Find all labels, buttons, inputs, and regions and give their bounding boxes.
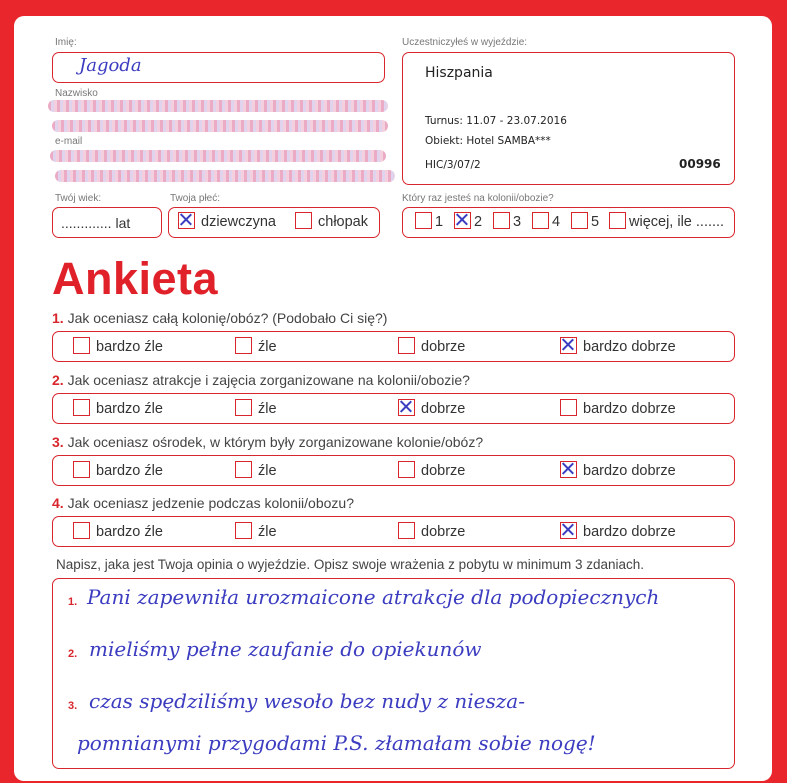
checkbox-icon[interactable] — [398, 337, 415, 354]
option-dobrze[interactable] — [398, 339, 465, 355]
trip-info-box — [402, 52, 735, 185]
option-zle[interactable] — [235, 401, 277, 417]
option-label: dobrze — [421, 401, 466, 417]
checkbox-icon[interactable] — [560, 522, 577, 539]
checkbox-icon[interactable] — [398, 522, 415, 539]
question-text: Jak oceniasz atrakcje i zajęcia zorganizowane na kolonii/obozie? — [67, 372, 470, 388]
question-number: 4. — [52, 495, 64, 511]
option-dobrze[interactable] — [398, 463, 465, 479]
age-label: Twój wiek: — [55, 193, 102, 204]
participant-label: Uczestniczyłeś w wyjeździe: — [402, 37, 528, 48]
checkbox-icon[interactable] — [235, 461, 252, 478]
surname-label: Nazwisko — [55, 88, 98, 99]
times-option-3[interactable] — [493, 214, 521, 230]
opinion-number: 3. — [68, 700, 78, 712]
checkbox-icon[interactable] — [73, 337, 90, 354]
option-zle[interactable] — [235, 524, 277, 540]
question-2 — [52, 372, 470, 388]
opinion-line-1: Pani zapewniła urozmaicone atrakcje dla podopiecznych — [87, 585, 660, 609]
checkbox-icon[interactable] — [73, 461, 90, 478]
option-label: bardzo dobrze — [583, 339, 676, 355]
name-value: Jagoda — [79, 55, 142, 76]
question-1-options — [52, 331, 735, 362]
checkbox-icon[interactable] — [178, 212, 195, 229]
checkbox-icon[interactable] — [415, 212, 432, 229]
checkbox-icon[interactable] — [235, 522, 252, 539]
question-text: Jak oceniasz ośrodek, w którym były zorganizowane kolonie/obóz? — [67, 434, 484, 450]
redacted-email-2 — [55, 170, 395, 182]
question-text: Jak oceniasz jedzenie podczas kolonii/obozu? — [67, 495, 354, 511]
times-more-label: więcej, ile ....... — [629, 214, 725, 230]
checkbox-icon[interactable] — [532, 212, 549, 229]
option-label: bardzo dobrze — [583, 524, 676, 540]
checkbox-icon[interactable] — [560, 461, 577, 478]
option-zle[interactable] — [235, 339, 277, 355]
trip-destination: Hiszpania — [425, 65, 493, 81]
option-bardzo-zle[interactable] — [73, 401, 163, 417]
times-option-more[interactable] — [609, 214, 724, 230]
checkbox-icon[interactable] — [73, 399, 90, 416]
option-label: źle — [258, 339, 277, 355]
checkbox-icon[interactable] — [560, 337, 577, 354]
opinion-line-4: pomnianymi przygodami P.S. złamałam sobie nogę! — [77, 731, 596, 755]
question-text: Jak oceniasz całą kolonię/obóz? (Podobało Ci się?) — [67, 310, 388, 326]
gender-female-label: dziewczyna — [201, 214, 276, 230]
question-3-options — [52, 455, 735, 486]
redacted-email — [50, 150, 386, 162]
trip-code: HIC/3/07/2 — [425, 159, 481, 171]
opinion-number: 2. — [68, 648, 78, 660]
opinion-line-2: mieliśmy pełne zaufanie do opiekunów — [89, 637, 482, 661]
trip-turnus: Turnus: 11.07 - 23.07.2016 — [425, 115, 567, 127]
question-number: 1. — [52, 310, 64, 326]
times-option-label: 1 — [435, 214, 444, 230]
redacted-surname-2 — [52, 120, 388, 132]
times-option-label: 5 — [591, 214, 600, 230]
option-label: dobrze — [421, 524, 466, 540]
times-option-label: 3 — [513, 214, 522, 230]
option-label: bardzo dobrze — [583, 401, 676, 417]
option-label: bardzo źle — [96, 339, 163, 355]
times-option-5[interactable] — [571, 214, 599, 230]
gender-male-label: chłopak — [318, 214, 368, 230]
checkbox-icon[interactable] — [560, 399, 577, 416]
option-bardzo-dobrze[interactable] — [560, 463, 676, 479]
option-bardzo-dobrze[interactable] — [560, 339, 676, 355]
times-option-label: 4 — [552, 214, 561, 230]
option-bardzo-zle[interactable] — [73, 339, 163, 355]
times-option-label: 2 — [474, 214, 483, 230]
option-label: źle — [258, 524, 277, 540]
email-label: e-mail — [55, 136, 83, 147]
option-label: źle — [258, 401, 277, 417]
option-bardzo-zle[interactable] — [73, 524, 163, 540]
checkbox-icon[interactable] — [571, 212, 588, 229]
option-bardzo-dobrze[interactable] — [560, 401, 676, 417]
checkbox-icon[interactable] — [398, 461, 415, 478]
checkbox-icon[interactable] — [235, 337, 252, 354]
question-2-options — [52, 393, 735, 424]
gender-female-option[interactable] — [178, 214, 276, 230]
checkbox-icon[interactable] — [493, 212, 510, 229]
question-1 — [52, 310, 387, 326]
option-label: dobrze — [421, 463, 466, 479]
checkbox-icon[interactable] — [295, 212, 312, 229]
option-label: bardzo dobrze — [583, 463, 676, 479]
times-option-1[interactable] — [415, 214, 443, 230]
age-field[interactable] — [52, 207, 162, 238]
times-option-4[interactable] — [532, 214, 560, 230]
gender-label: Twoja płeć: — [170, 193, 221, 204]
option-label: bardzo źle — [96, 463, 163, 479]
question-number: 2. — [52, 372, 64, 388]
checkbox-icon[interactable] — [235, 399, 252, 416]
gender-field — [168, 207, 380, 238]
option-label: bardzo źle — [96, 401, 163, 417]
option-zle[interactable] — [235, 463, 277, 479]
question-3 — [52, 434, 483, 450]
option-label: źle — [258, 463, 277, 479]
times-field — [402, 207, 735, 238]
times-label: Który raz jesteś na kolonii/obozie? — [402, 193, 554, 204]
option-dobrze[interactable] — [398, 401, 465, 417]
checkbox-icon[interactable] — [73, 522, 90, 539]
checkbox-icon[interactable] — [609, 212, 626, 229]
question-4-options — [52, 516, 735, 547]
option-label: bardzo źle — [96, 524, 163, 540]
opinion-line-3: czas spędziliśmy wesoło bez nudy z niesza- — [89, 689, 525, 713]
trip-number: 00996 — [679, 157, 721, 171]
option-bardzo-dobrze[interactable] — [560, 524, 676, 540]
opinion-number: 1. — [68, 596, 78, 608]
question-number: 3. — [52, 434, 64, 450]
times-option-2[interactable] — [454, 214, 482, 230]
option-bardzo-zle[interactable] — [73, 463, 163, 479]
opinion-prompt: Napisz, jaka jest Twoja opinia o wyjeździe. Opisz swoje wrażenia z pobytu w minimum 3 zdaniach. — [56, 557, 645, 572]
redacted-surname — [48, 100, 388, 112]
question-4 — [52, 495, 354, 511]
gender-male-option[interactable] — [295, 214, 368, 230]
opinion-textarea[interactable] — [52, 578, 735, 769]
name-label: Imię: — [55, 37, 77, 48]
checkbox-icon[interactable] — [454, 212, 471, 229]
checkbox-icon[interactable] — [398, 399, 415, 416]
page-title: Ankieta — [52, 253, 219, 304]
option-label: dobrze — [421, 339, 466, 355]
age-value: ............. lat — [61, 215, 131, 231]
option-dobrze[interactable] — [398, 524, 465, 540]
trip-obiekt: Obiekt: Hotel SAMBA*** — [425, 135, 551, 147]
name-field[interactable] — [52, 52, 385, 83]
